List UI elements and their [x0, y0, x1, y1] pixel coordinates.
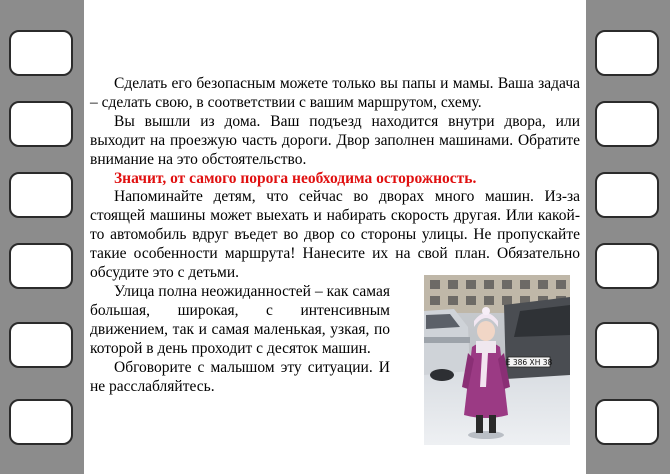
film-hole [595, 172, 659, 218]
film-hole [595, 322, 659, 368]
warning-paragraph: Значит, от самого порога необходима осторожность. [114, 169, 477, 187]
film-strip-right [586, 0, 670, 474]
film-hole [9, 322, 73, 368]
child-in-yard-photo [424, 275, 570, 445]
paragraph: Напоминайте детям, что сейчас во дворах много машин. Из-за стоящей машины может выехать и набирать скорость другая. Или какой-то автомобиль вдруг въедет во двор со стороны улицы. Не пропускайте такие особенности маршрута! Нанесите их на свой план. Обязательно обсудите это с детьми. [90, 188, 580, 282]
paragraph: Вы вышли из дома. Ваш подъезд находится внутри двора, или выходит на проезжую часть дороги. Двор заполнен машинами. Обратите внимание на это обстоятельство. [90, 112, 580, 168]
paragraph: Улица полна неожиданностей – как самая большая, широкая, с интенсивным движением, так и самая маленькая, узкая, по которой в день проходит с десяток машин. [90, 282, 390, 357]
film-hole [9, 30, 73, 76]
film-hole [595, 30, 659, 76]
film-hole [595, 101, 659, 147]
film-hole [9, 399, 73, 445]
paragraph: Сделать его безопасным можете только вы папы и мамы. Ваша задача – сделать свою, в соответствии с вашим маршрутом, схему. [90, 75, 580, 111]
film-hole [9, 172, 73, 218]
paragraph: Обговорите с малышом эту ситуации. И не расслабляйтесь. [90, 358, 390, 395]
film-hole [9, 101, 73, 147]
film-hole [595, 243, 659, 289]
film-strip-left [0, 0, 84, 474]
license-plate-text: Е 386 ХН 38 [505, 358, 553, 367]
film-hole [595, 399, 659, 445]
film-hole [9, 243, 73, 289]
